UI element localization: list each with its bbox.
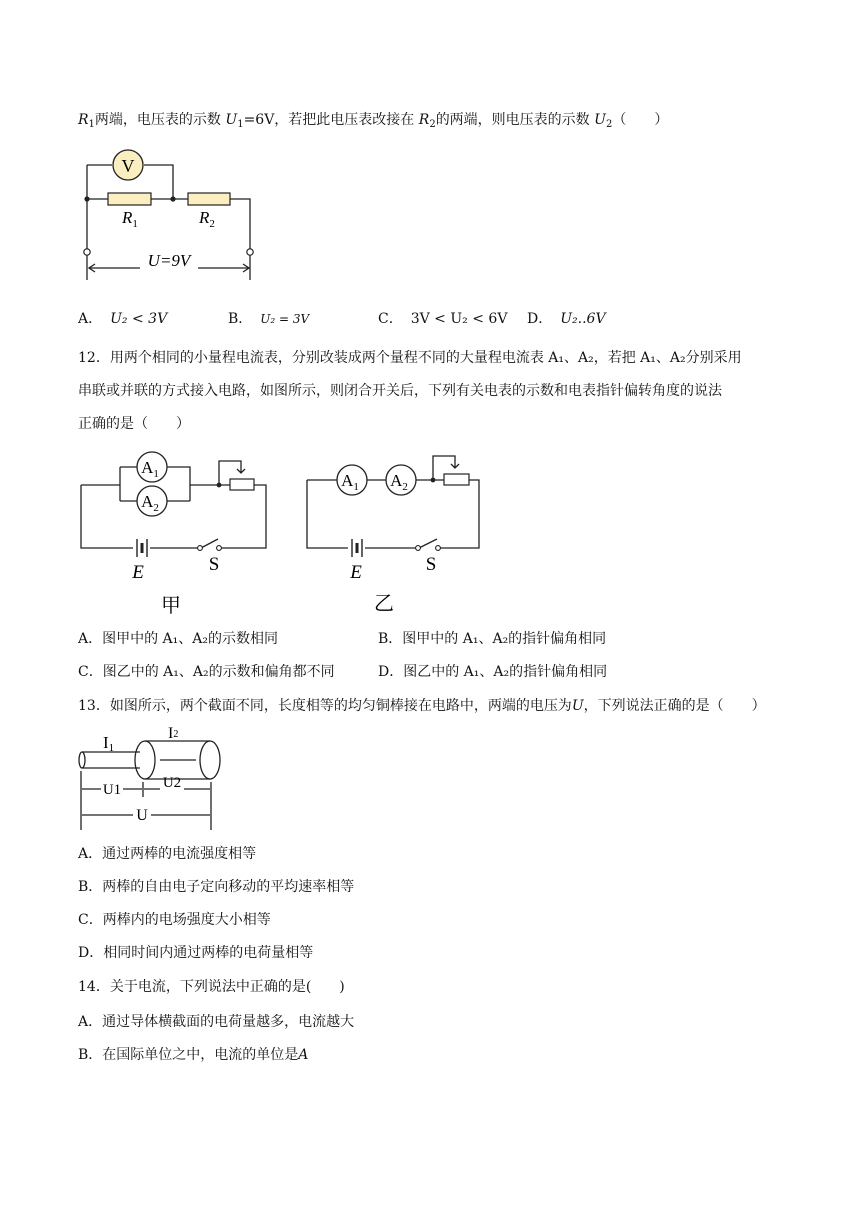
thick-rod-right-end — [200, 741, 220, 779]
option-letter: A． — [78, 311, 103, 327]
q13-option-b[interactable]: B．两棒的自由电子定向移动的平均速率相等 — [78, 879, 355, 895]
jia-a2-label: $A_2$ — [141, 492, 159, 514]
q12-option-b[interactable]: B．图甲中的 A₁、A₂的指针偏角相同 — [378, 631, 607, 647]
option-letter: C． — [378, 311, 403, 327]
q11-stem-part-d: （ ） — [612, 112, 669, 128]
q11-stem-part-a: 两端，电压表的示数 — [94, 112, 221, 128]
q12-stem-line-1: 12．用两个相同的小量程电流表，分别改装成两个量程不同的大量程电流表 A₁、A₂，若把 A₁、A₂分别采用 — [78, 350, 742, 366]
u1-subscript: 1 — [237, 119, 244, 130]
q14-stem: 14．关于电流，下列说法中正确的是( ) — [78, 979, 345, 995]
q13-stem-part-a: 13．如图所示，两个截面不同，长度相等的均匀铜棒接在电路中，两端的电压为 — [78, 698, 572, 714]
q13-option-c[interactable]: C．两棒内的电场强度大小相等 — [78, 912, 271, 928]
q13-option-d[interactable]: D．相同时间内通过两棒的电荷量相等 — [78, 945, 314, 961]
u2-subscript: 2 — [605, 119, 613, 130]
option-letter: D． — [527, 311, 553, 327]
r2-symbol: R — [418, 112, 430, 128]
u-total-label: U — [136, 807, 148, 824]
option-text: U₂..6V — [560, 311, 606, 327]
option-letter: B． — [228, 311, 253, 327]
q12-stem-line-3: 正确的是（ ） — [78, 416, 190, 432]
yi-a2-label: $A_2$ — [390, 471, 408, 493]
i2-label: I2 — [168, 725, 179, 742]
thin-rod-icon — [82, 752, 140, 768]
q14-option-b-unit: A — [298, 1047, 309, 1063]
thin-rod-left-end — [79, 752, 85, 768]
u2-label: U2 — [162, 775, 182, 791]
option-text: 3V < U₂ < 6V — [410, 311, 508, 327]
r2-label: $R_2$ — [199, 208, 215, 230]
jia-s-label: S — [208, 554, 220, 575]
yi-s-label: S — [425, 554, 437, 575]
q14-option-a[interactable]: A．通过导体横截面的电荷量越多，电流越大 — [78, 1014, 355, 1030]
q11-stem-part-c: 的两端，则电压表的示数 — [435, 112, 590, 128]
yi-e-label: E — [350, 562, 362, 583]
jia-a1-label: $A_1$ — [141, 458, 159, 480]
u2-symbol: U — [594, 112, 606, 128]
option-text: U₂ < 3V — [110, 311, 168, 327]
q12-option-d[interactable]: D．图乙中的 A₁、A₂的指针偏角相同 — [378, 664, 608, 680]
yi-caption: 乙 — [374, 593, 394, 615]
u-symbol: U — [571, 698, 584, 714]
thick-rod-left-end — [135, 741, 155, 779]
jia-e-label: E — [132, 562, 144, 583]
u1-label: U1 — [102, 782, 122, 798]
u1-symbol: U — [225, 112, 238, 128]
i1-label: I1 — [103, 733, 115, 754]
yi-a1-label: $A_1$ — [341, 471, 359, 493]
q13-option-a[interactable]: A．通过两棒的电流强度相等 — [78, 846, 257, 862]
q11-stem-part-b: =6V，若把此电压表改接在 — [243, 112, 415, 128]
q14-option-b-text: B．在国际单位之中，电流的单位是 — [78, 1047, 299, 1063]
q12-option-c[interactable]: C．图乙中的 A₁、A₂的示数和偏角都不同 — [78, 664, 335, 680]
u1-bracket — [81, 771, 143, 830]
voltmeter-label: V — [121, 156, 135, 176]
r1-label: $R_1$ — [122, 208, 138, 230]
r1-subscript: 1 — [88, 119, 95, 130]
r2-subscript: 2 — [429, 119, 436, 130]
voltage-label: U=9V — [147, 251, 191, 270]
q12-stem-line-2: 串联或并联的方式接入电路，如图所示，则闭合开关后，下列有关电表的示数和电表指针偏转角度的说法 — [78, 383, 722, 399]
q13-stem-part-b: ，下列说法正确的是（ ） — [583, 698, 766, 714]
q12-option-a[interactable]: A．图甲中的 A₁、A₂的示数相同 — [78, 631, 279, 647]
option-text: U₂ = 3V — [260, 312, 310, 326]
jia-caption: 甲 — [161, 595, 181, 617]
r1-symbol: R — [78, 112, 89, 128]
q14-option-b[interactable] — [78, 1045, 308, 1065]
